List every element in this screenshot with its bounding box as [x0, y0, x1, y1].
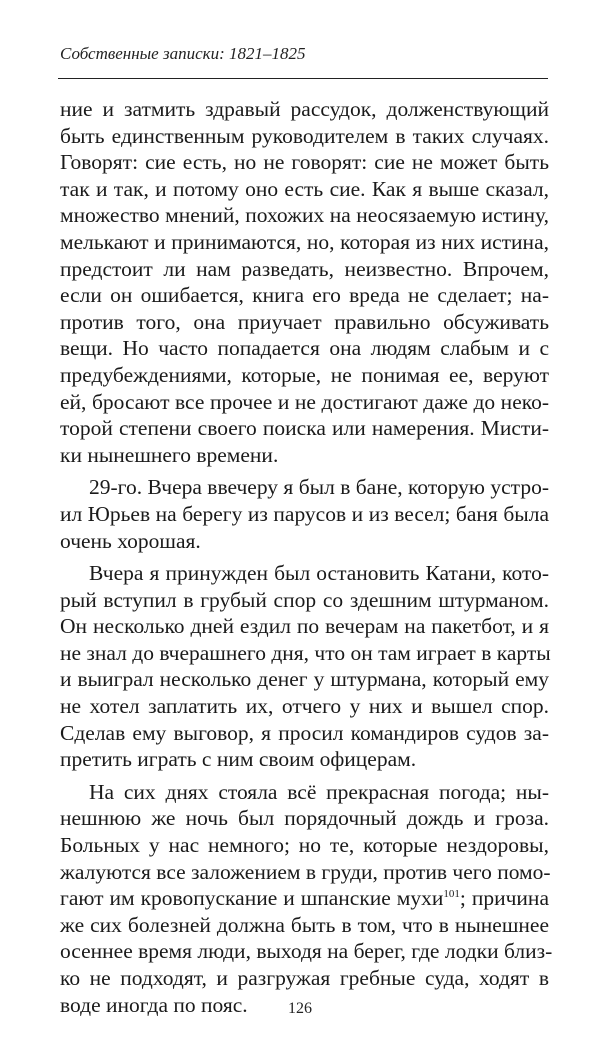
text-line: Вчера я принужден был остановить Катани, кото-: [89, 561, 549, 586]
text-line-with-footnote: [60, 885, 549, 912]
paragraph-4: [60, 779, 553, 1018]
text-line: предстоит ли нам разведать, неизвестно. Впрочем,: [60, 256, 549, 281]
text-line: Говорят: сие есть, но не говорят: сие не может быть: [60, 150, 549, 175]
text-line: торой степени своего поиска или намерения. Мисти-: [60, 416, 549, 441]
text-line: мелькают и принимаются, но, которая из них истина,: [60, 229, 549, 254]
text-line: предубеждениями, которые, не понимая ее, веруют: [60, 362, 549, 387]
text-line: Сделав ему выговор, я просил командиров судов за-: [60, 720, 549, 745]
paragraph-3: [60, 560, 549, 773]
text-line: нешнюю же ночь был порядочный дождь и гроза.: [60, 806, 549, 831]
text-line: если он ошибается, книга его вреда не сделает; на-: [60, 283, 549, 308]
text-line: 29-го. Вчера ввечеру я был в бане, которую устро-: [89, 475, 549, 500]
text-fragment: гают им кровопускание и шпанские мухи: [60, 886, 444, 911]
footnote-ref: 101: [443, 888, 460, 901]
running-head: Собственные записки: 1821–1825: [60, 44, 306, 63]
text-line: быть единственным руководителем в таких случаях.: [60, 123, 549, 148]
page-number: 126: [288, 1000, 312, 1017]
text-line: осеннее время люди, выходя на берег, где лодки близ-: [60, 939, 553, 964]
text-line: так и так, и потому оно есть сие. Как я выше сказал,: [60, 176, 549, 201]
text-line: против того, она приучает правильно обсуживать: [60, 309, 549, 334]
body-text: [60, 96, 553, 1018]
paragraph-1: [60, 96, 549, 468]
text-line: Он несколько дней ездил по вечерам на пакетбот, и я: [60, 614, 549, 639]
text-line: рый вступил в грубый спор со здешним штурманом.: [60, 587, 549, 612]
text-fragment: ; причина: [459, 886, 549, 911]
paragraph-2: [60, 474, 549, 554]
text-line: вещи. Но часто попадается она людям слабым и с: [60, 336, 549, 361]
text-line: ей, бросают все прочее и не достигают даже до неко-: [60, 389, 549, 414]
text-line: же сих болезней должна быть в том, что в нынешнее: [60, 912, 549, 937]
header-rule: [58, 78, 548, 79]
text-line: множество мнений, похожих на неосязаемую истину,: [60, 203, 549, 228]
text-line: воде иногда по пояс.: [60, 992, 248, 1017]
text-line: ко не подходят, и разгружая гребные суда, ходят в: [60, 966, 549, 990]
text-line: Больных у нас немного; но те, которые нездоровы,: [60, 833, 549, 858]
text-line: На сих днях стояла всё прекрасная погода; ны-: [89, 779, 549, 804]
text-line: и выиграл несколько денег у штурмана, который ему: [60, 667, 549, 692]
text-line: очень хорошая.: [60, 528, 201, 553]
text-line: претить играть с ним своим офицерам.: [60, 747, 417, 772]
text-line: ил Юрьев на берегу из парусов и из весел; баня была: [60, 501, 549, 526]
text-line: жалуются все заложением в груди, против чего помо-: [60, 859, 551, 884]
text-line: ки нынешнего времени.: [60, 442, 279, 467]
text-line: не знал до вчерашнего дня, что он там играет в карты: [60, 640, 551, 665]
text-line: ние и затмить здравый рассудок, долженствующий: [60, 97, 549, 121]
text-line: не хотел заплатить их, отчего у них и вышел спор.: [60, 694, 549, 719]
